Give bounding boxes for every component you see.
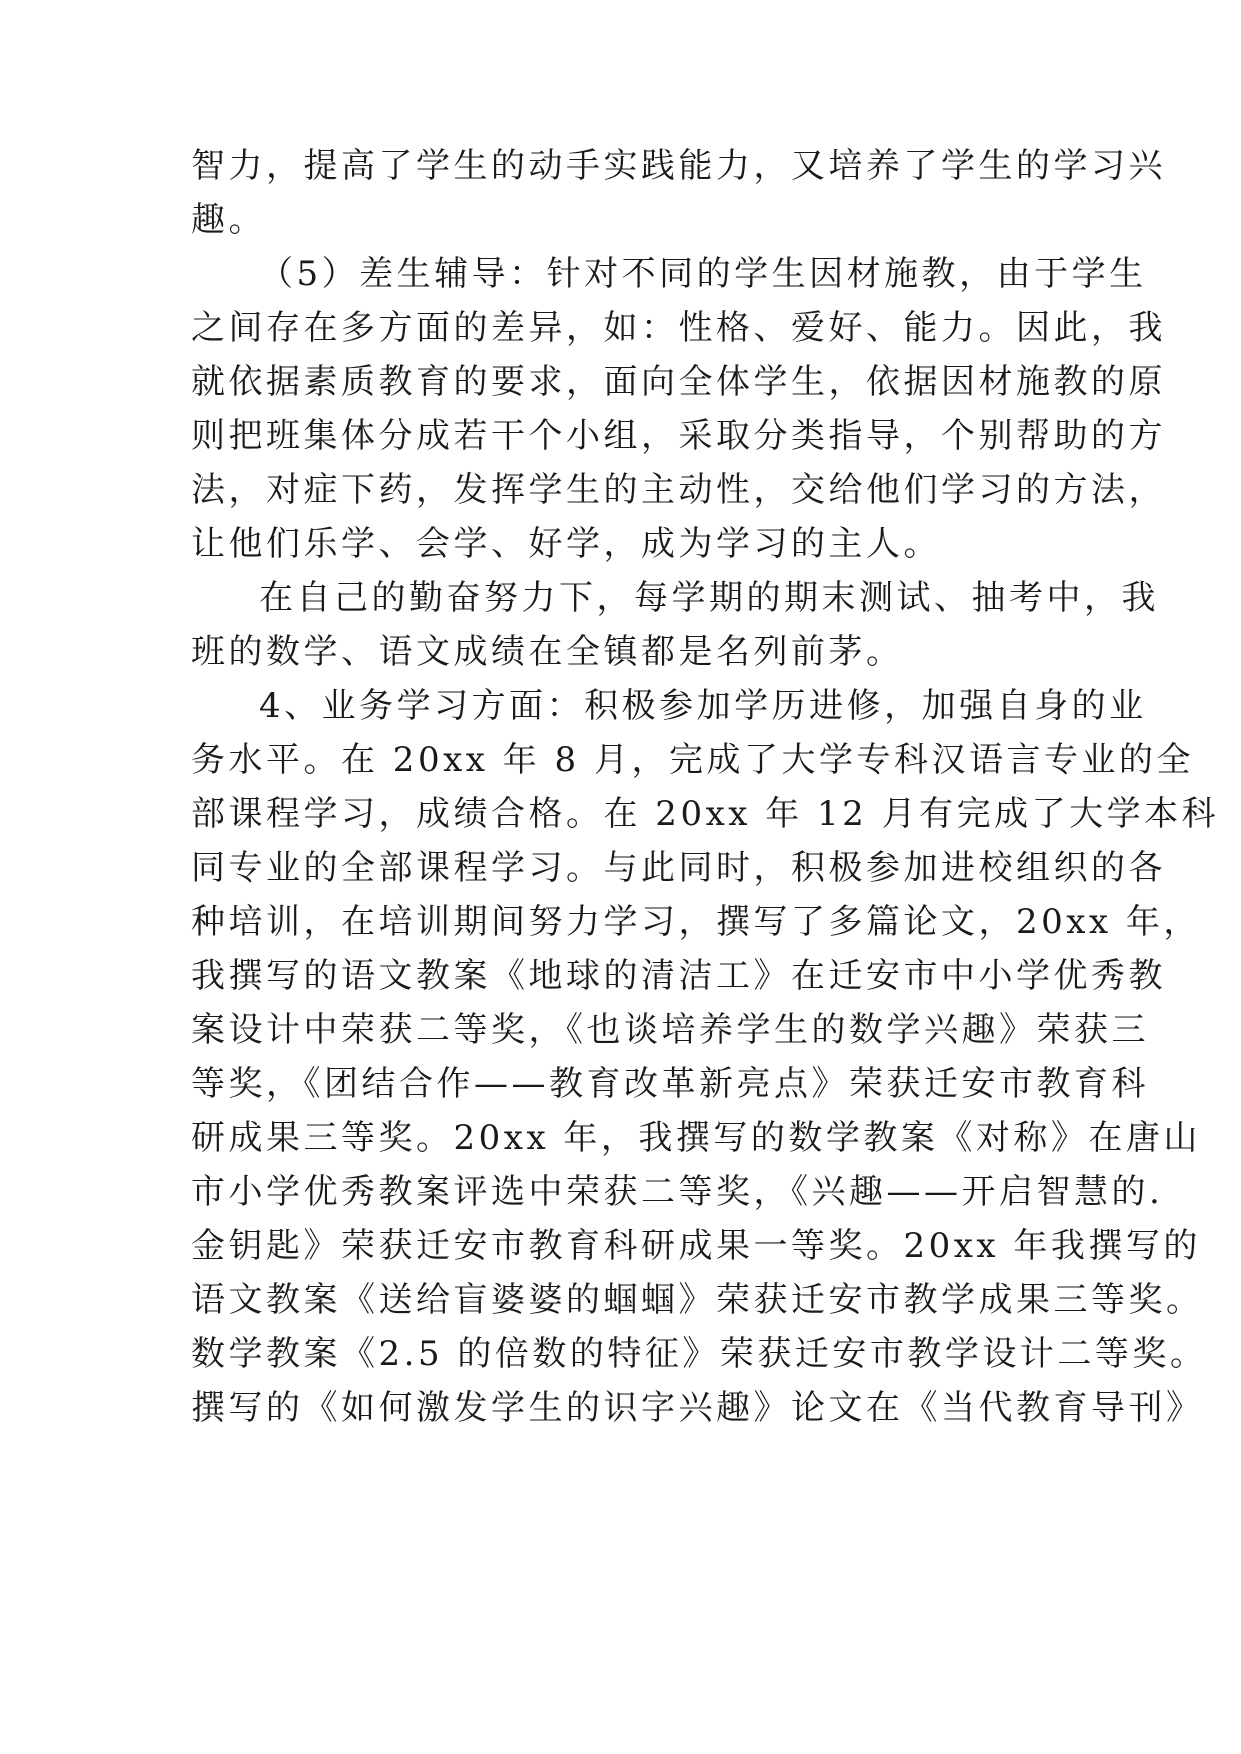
text-line: 部课程学习，成绩合格。在 20xx 年 12 月有完成了大学本科 (191, 794, 1220, 834)
text-line: 就依据素质教育的要求，面向全体学生，依据因材施教的原 (191, 362, 1166, 402)
text-line: 种培训，在培训期间努力学习，撰写了多篇论文，20xx 年， (191, 902, 1201, 942)
text-line: 则把班集体分成若干个小组，采取分类指导，个别帮助的方 (191, 416, 1166, 456)
text-line: 撰写的《如何激发学生的识字兴趣》论文在《当代教育导刊》 (191, 1388, 1204, 1428)
text-line: 语文教案《送给盲婆婆的蝈蝈》荣获迁安市教学成果三等奖。 (191, 1280, 1204, 1320)
text-line: 等奖，《团结合作——教育改革新亮点》荣获迁安市教育科 (191, 1064, 1149, 1104)
text-line: 数学教案《2.5 的倍数的特征》荣获迁安市教学设计二等奖。 (191, 1334, 1208, 1374)
text-line: 市小学优秀教案评选中荣获二等奖，《兴趣——开启智慧的. (191, 1172, 1164, 1212)
text-line: 我撰写的语文教案《地球的清洁工》在迁安市中小学优秀教 (191, 956, 1166, 996)
text-line: 同专业的全部课程学习。与此同时，积极参加进校组织的各 (191, 848, 1166, 888)
text-line: 4、业务学习方面：积极参加学历进修，加强自身的业 (259, 686, 1147, 726)
text-line: 让他们乐学、会学、好学，成为学习的主人。 (191, 524, 941, 564)
text-line: 案设计中荣获二等奖，《也谈培养学生的数学兴趣》荣获三 (191, 1010, 1149, 1050)
text-line: 研成果三等奖。20xx 年，我撰写的数学教案《对称》在唐山 (191, 1118, 1201, 1158)
text-line: （5）差生辅导：针对不同的学生因材施教，由于学生 (259, 254, 1147, 294)
text-line: 在自己的勤奋努力下，每学期的期末测试、抽考中，我 (259, 578, 1159, 618)
text-line: 之间存在多方面的差异，如：性格、爱好、能力。因此，我 (191, 308, 1166, 348)
text-line: 务水平。在 20xx 年 8 月，完成了大学专科汉语言专业的全 (191, 740, 1194, 780)
text-line: 金钥匙》荣获迁安市教育科研成果一等奖。20xx 年我撰写的 (191, 1226, 1201, 1266)
text-line: 趣。 (191, 200, 266, 240)
text-line: 法，对症下药，发挥学生的主动性，交给他们学习的方法， (191, 470, 1166, 510)
text-line: 班的数学、语文成绩在全镇都是名列前茅。 (191, 632, 904, 672)
text-line: 智力，提高了学生的动手实践能力，又培养了学生的学习兴 (191, 146, 1166, 186)
